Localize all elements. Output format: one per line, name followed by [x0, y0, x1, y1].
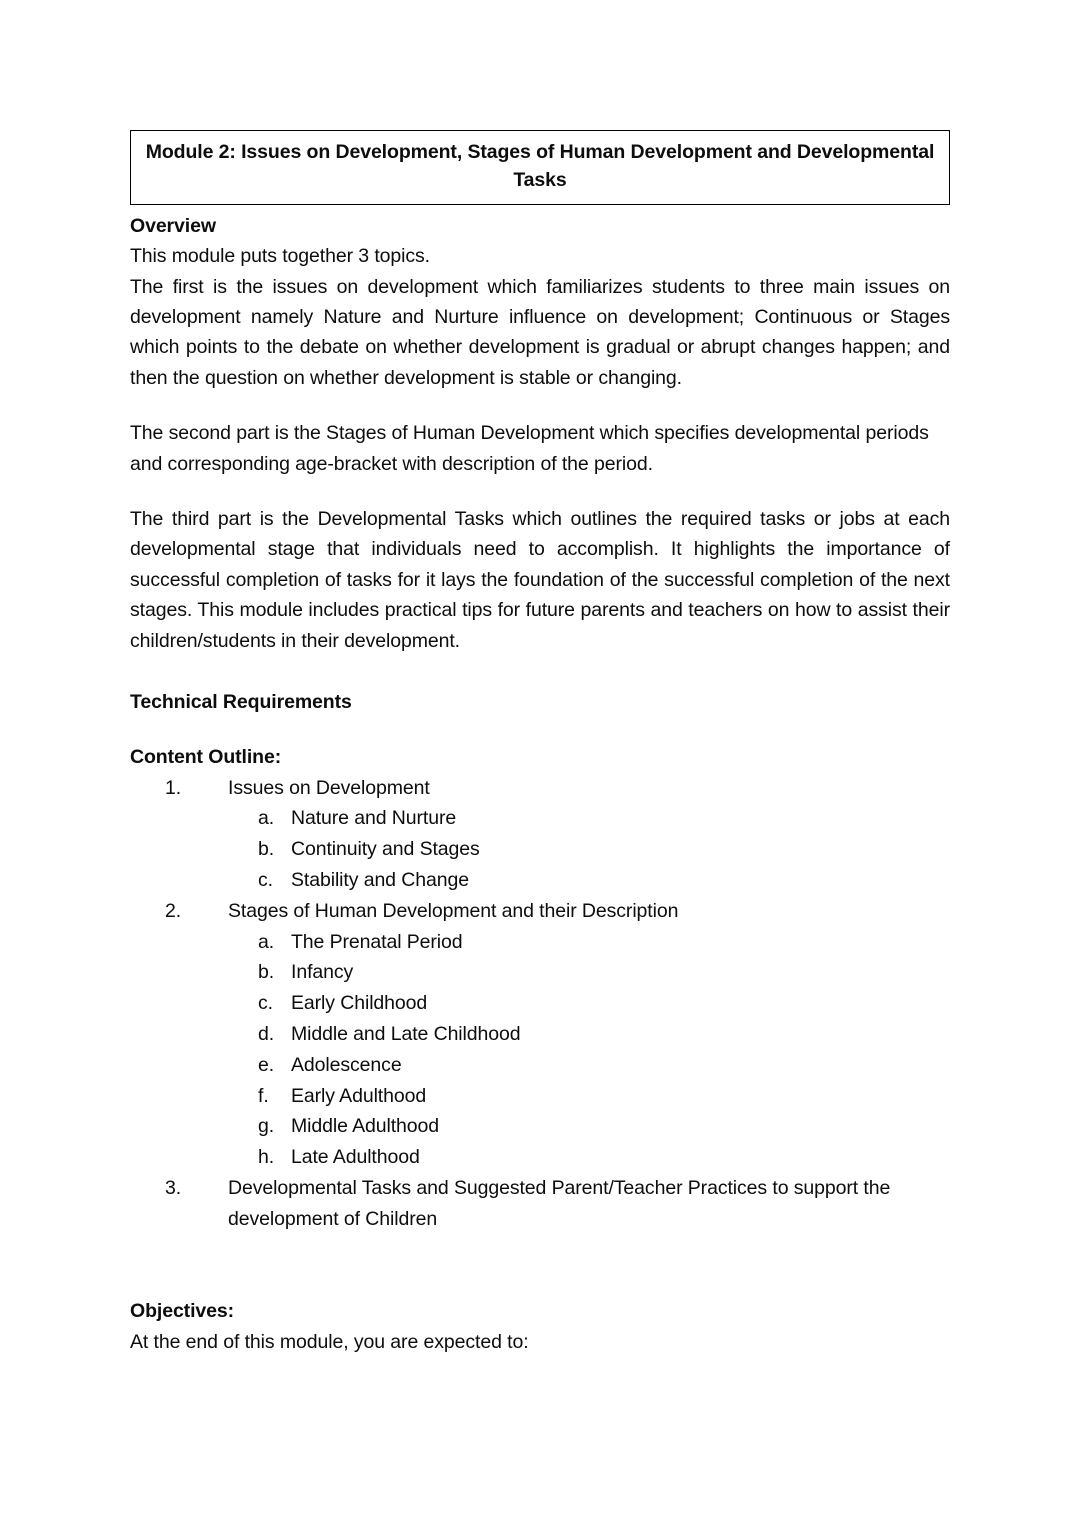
outline-subitem [258, 865, 950, 896]
outline-item [165, 773, 950, 896]
outline-subitem-label: Continuity and Stages [291, 838, 480, 861]
outline-subitem [258, 1081, 950, 1112]
outline-subitem-marker: c. [258, 868, 273, 891]
spacer [130, 393, 950, 418]
overview-paragraph-3: The second part is the Stages of Human Development which specifies developmental periods and corresponding age-bracket with description of the period. [130, 422, 929, 475]
outline-subitem-marker: b. [258, 838, 275, 861]
outline-subitem-marker: a. [258, 807, 275, 830]
outline-item-label: Stages of Human Development and their Description [228, 899, 679, 922]
outline-subitem-label: Middle Adulthood [291, 1115, 440, 1138]
document-page [130, 0, 950, 1527]
outline-subitem-label: Early Childhood [291, 992, 428, 1015]
outline-subitem [258, 834, 950, 865]
outline-subitem [258, 803, 950, 834]
outline-subitem-label: Middle and Late Childhood [291, 1022, 521, 1045]
outline-subitem [258, 957, 950, 988]
outline-subitem-marker: b. [258, 961, 275, 984]
outline-subitem [258, 1142, 950, 1173]
spacer [130, 479, 950, 504]
outline-item-marker: 1. [165, 776, 182, 799]
objectives-heading: Objectives: [130, 1300, 235, 1323]
objectives-intro: At the end of this module, you are expected to: [130, 1330, 529, 1353]
outline-subitem-label: Infancy [291, 961, 354, 984]
outline-subitem-marker: c. [258, 992, 273, 1015]
outline-sublist [228, 927, 950, 1173]
outline-subitem-marker: g. [258, 1115, 275, 1138]
module-title: Module 2: Issues on Development, Stages of Human Development and Developmental Tasks [145, 141, 935, 191]
outline-item [165, 896, 950, 1173]
spacer [130, 656, 950, 687]
outline-subitem-marker: e. [258, 1053, 275, 1076]
overview-paragraph-4: The third part is the Developmental Tasks which outlines the required tasks or jobs at each developmental stage that individuals need to accomplish. It highlights the importance of successful completion of tasks for it lays the foundation of the successful completion of the next stages. This module includes practical tips for future parents and teachers on how to assist their children/students in their development. [130, 508, 950, 652]
module-title-box [130, 130, 950, 205]
outline-subitem-label: Late Adulthood [291, 1146, 420, 1169]
technical-requirements-heading: Technical Requirements [130, 691, 352, 714]
outline-subitem [258, 988, 950, 1019]
outline-subitem-marker: f. [258, 1084, 269, 1107]
outline-subitem-marker: a. [258, 930, 275, 953]
overview-paragraph-1: This module puts together 3 topics. [130, 245, 430, 268]
outline-subitem [258, 1050, 950, 1081]
content-outline-heading: Content Outline: [130, 746, 282, 769]
overview-paragraph-2: The first is the issues on development which familiarizes students to three main issues on development namely Nature and Nurture influence on development; Continuous or Stages which points to the debate on whether development is gradual or abrupt changes happen; and then the question on whether development is stable or changing. [130, 275, 950, 389]
outline-sublist [228, 803, 950, 895]
outline-subitem-label: Nature and Nurture [291, 807, 457, 830]
outline-subitem [258, 1111, 950, 1142]
outline-subitem [258, 927, 950, 958]
outline-subitem-marker: d. [258, 1022, 275, 1045]
outline-subitem-label: Stability and Change [291, 868, 469, 891]
document-body [130, 211, 950, 1357]
outline-subitem [258, 1019, 950, 1050]
outline-item-label: Issues on Development [228, 776, 430, 799]
outline-item [165, 1173, 950, 1235]
overview-heading: Overview [130, 215, 216, 237]
spacer [130, 1234, 950, 1296]
outline-item-marker: 3. [165, 1176, 182, 1199]
outline-subitem-marker: h. [258, 1146, 275, 1169]
outline-subitem-label: Adolescence [291, 1053, 402, 1076]
outline-subitem-label: The Prenatal Period [291, 930, 463, 953]
content-outline-list [130, 773, 950, 1235]
outline-item-label: Developmental Tasks and Suggested Parent/Teacher Practices to support the development of Children [228, 1176, 891, 1230]
outline-subitem-label: Early Adulthood [291, 1084, 427, 1107]
spacer [130, 717, 950, 742]
outline-item-marker: 2. [165, 899, 182, 922]
